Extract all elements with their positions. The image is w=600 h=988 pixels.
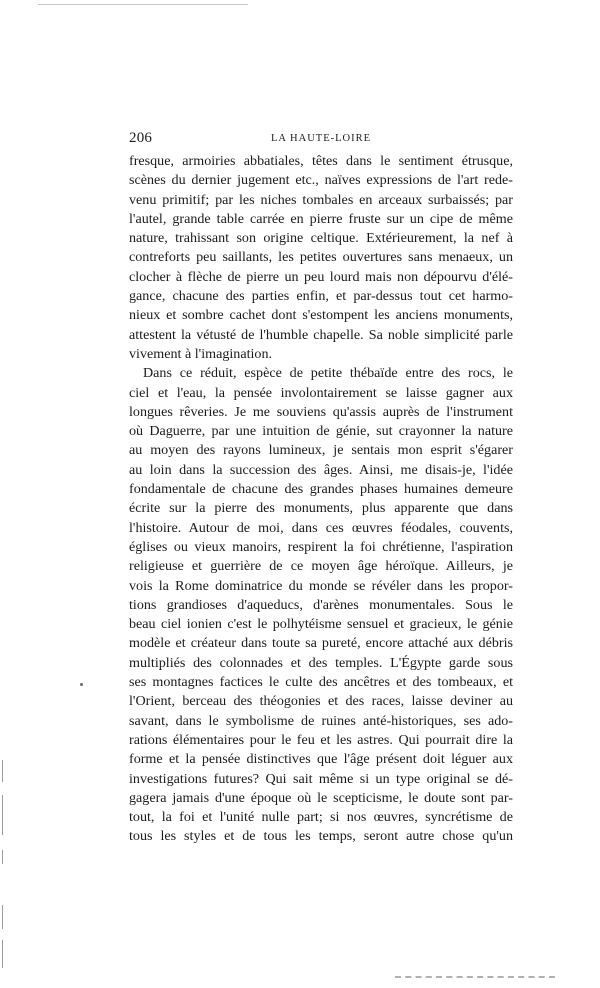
text-line: beau ciel ionien c'est le polhytéisme sensuel et gracieux, le génie xyxy=(129,616,513,633)
top-edge-rule xyxy=(38,4,248,5)
running-title: LA HAUTE-LOIRE xyxy=(270,133,372,144)
text-line: modèle et créateur dans toute sa pureté, encore attaché aux débris xyxy=(129,635,513,652)
text-line: ses montagnes factices le culte des ancêtres et des tombeaux, et xyxy=(129,674,513,691)
text-line: nature, trahissant son origine celtique. Extérieurement, la nef à xyxy=(129,230,513,247)
text-line: attestent la vétusté de l'humble chapelle. Sa noble simplicité parle xyxy=(129,326,513,343)
text-line: multipliés des colonnades et des temples. L'Égypte garde sous xyxy=(129,654,513,671)
bottom-edge-marks xyxy=(395,976,555,978)
text-line: ciel et l'eau, la pensée involontairement se laisse gagner aux xyxy=(129,384,513,401)
margin-scan-mark xyxy=(2,940,3,968)
text-line: églises ou vieux manoirs, respirent la foi chrétienne, l'aspiration xyxy=(129,538,513,555)
text-line: tous les styles et de tous les temps, seront autre chose qu'un xyxy=(129,828,513,845)
text-line: tions grandioses d'aqueducs, d'arènes monumentales. Sous le xyxy=(129,596,513,613)
text-line: fondamentale de chacune des grandes phases humaines demeure xyxy=(129,481,513,498)
margin-scan-mark xyxy=(2,760,3,782)
text-line: scènes du dernier jugement etc., naïves expressions de l'art rede- xyxy=(129,172,513,189)
text-line: l'Orient, berceau des théogonies et des races, laisse deviner au xyxy=(129,693,513,710)
paragraph-end-line: vivement à l'imagination. xyxy=(129,345,273,362)
text-line: savant, dans le symbolisme de ruines anté-historiques, ses ado- xyxy=(129,712,513,729)
text-line: au loin dans la succession des âges. Ainsi, me disais-je, l'idée xyxy=(129,461,513,478)
text-line: l'histoire. Autour de moi, dans ces œuvres féodales, couvents, xyxy=(129,519,513,536)
text-line: l'autel, grande table carrée en pierre fruste sur un cipe de même xyxy=(129,210,513,227)
text-line: rations élémentaires pour le feu et les astres. Qui pourrait dire la xyxy=(129,731,513,748)
text-line: investigations futures? Qui sait même si un type original se dé- xyxy=(129,770,513,787)
margin-scan-mark xyxy=(2,795,3,835)
page-content xyxy=(129,130,513,847)
page-number: 206 xyxy=(129,130,153,146)
text-line: clocher à flèche de pierre un peu lourd mais non dépourvu d'élé- xyxy=(129,268,513,285)
text-line: religieuse et guerrière de ce moyen âge héroïque. Ailleurs, je xyxy=(129,558,513,575)
text-line: tout, la foi et l'unité nulle part; si nos œuvres, syncrétisme de xyxy=(129,809,513,826)
text-line: venu primitif; par les niches tombales en arceaux surbaissés; par xyxy=(129,191,513,208)
text-line: où Daguerre, par une intuition de génie, sut crayonner la nature xyxy=(129,423,513,440)
text-line: forme et la pensée distinctives que l'âge présent doit léguer aux xyxy=(129,751,513,768)
text-line: au moyen des rayons lumineux, je sentais mon esprit s'égarer xyxy=(129,442,513,459)
running-head xyxy=(129,130,513,150)
text-line: écrite sur la pierre des monuments, plus apparente que dans xyxy=(129,500,513,517)
text-line: nieux et sombre cachet dont s'estompent les anciens monuments, xyxy=(129,307,513,324)
text-line: gance, chacune des parties enfin, et par-dessus tout cet harmo- xyxy=(129,288,513,305)
scan-speck xyxy=(80,683,83,686)
text-line: gagera jamais d'une époque où le scepticisme, le doute sont par- xyxy=(129,789,513,806)
body-text xyxy=(129,152,513,847)
margin-scan-mark xyxy=(2,850,3,864)
paragraph-start-line: Dans ce réduit, espèce de petite thébaïde entre des rocs, le xyxy=(143,365,513,382)
text-line: longues rêveries. Je me souviens qu'assis auprès de l'instrument xyxy=(129,403,513,420)
text-line: fresque, armoiries abbatiales, têtes dans le sentiment étrusque, xyxy=(129,153,513,169)
text-line: vois la Rome dominatrice du monde se révéler dans les propor- xyxy=(129,577,513,594)
text-line: contreforts peu saillants, les petites ouvertures sans menaeux, un xyxy=(129,249,513,266)
margin-scan-mark xyxy=(2,905,3,929)
